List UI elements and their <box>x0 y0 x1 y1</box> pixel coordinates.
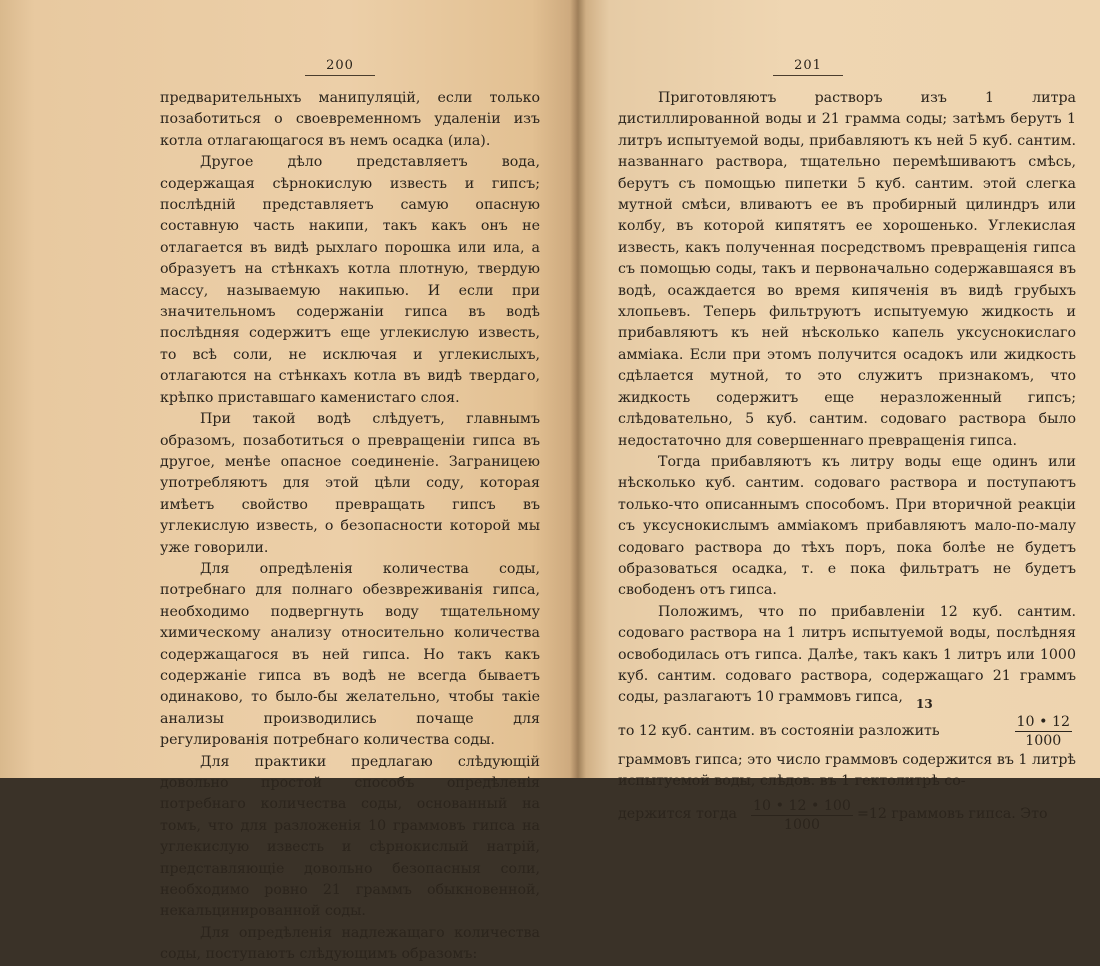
formula2-numerator: 10 • 12 • 100 <box>753 797 851 814</box>
paragraph: Для практики предлагаю слѣдующій довольно простой способъ опредѣленія потребнаго количества соды, основанный на томъ, что для разложенія 10 граммовъ гипса на углекислую известь и сѣрнокислый натрій, представляющіе довольно безопасныя соли, необходимо ровно 21 граммъ обыкновенной, некальцинированной соды. <box>160 753 540 920</box>
right-page-body <box>618 88 1076 834</box>
right-page-number-text: 201 <box>794 58 822 73</box>
paragraph: предварительныхъ манипуляцій, если только позаботиться о своевременномъ удаленіи изъ котла отлагающагося въ немъ осадка (ила). <box>160 90 540 149</box>
paragraph: Другое дѣло представляетъ вода, содержащая сѣрнокислую известь и гипсъ; послѣдній представляетъ самую опасную составную часть накипи, такъ какъ онъ не отлагается въ видѣ рыхлаго порошка или ила, а образуетъ на стѣнкахъ котла плотную, твердую массу, называемую накипью. И если при значительномъ содержаніи гипса въ водѣ послѣдняя содержитъ еще углекислую известь, то всѣ соли, не исключая и углекислыхъ, отлагаются на стѣнкахъ котла въ видѣ твердаго, крѣпко приставшаго каменистаго слоя. <box>160 154 540 406</box>
right-page-number <box>773 58 843 76</box>
paragraph: Для опредѣленія количества соды, потребнаго для полнаго обезвреживанія гипса, необходимо подвергнуть воду тщательному химическому анализу относительно количества содержащагося въ ней гипса. Но такъ какъ содержаніе гипса въ водѣ не всегда бываетъ одинаково, то было-бы желательно, чтобы такіе анализы производились почаще для регулированія потребнаго количества соды. <box>160 560 540 749</box>
formula2-prefix: держится тогда <box>618 806 737 823</box>
left-page-number-text: 200 <box>326 58 354 73</box>
right-paragraphs <box>618 88 1076 709</box>
paragraph: Положимъ, что по прибавленіи 12 куб. сантим. содоваго раствора на 1 литръ испытуемой воды, послѣдняя освободилась отъ гипса. Далѣе, такъ какъ 1 литръ или 1000 куб. сантим. содоваго раствора, содержащаго 21 граммъ соды, разлагаютъ 10 граммовъ гипса, <box>618 603 1076 706</box>
formula1-numerator: 10 • 12 <box>1016 713 1070 730</box>
formula2-denominator: 1000 <box>783 816 821 833</box>
printer-signature: 13 <box>916 697 933 711</box>
left-page-number <box>305 58 375 76</box>
paragraph: Приготовляютъ растворъ изъ 1 литра дистиллированной воды и 21 грамма соды; затѣмъ берутъ 1 литръ испытуемой воды, прибавляютъ къ ней 5 куб. сантим. названнаго раствора, тщательно перемѣшиваютъ смѣсь, берутъ съ помощью пипетки 5 куб. сантим. этой слегка мутной смѣси, вливаютъ ее въ пробирный цилиндръ или колбу, въ которой кипятятъ ее хорошенько. Углекислая известь, какъ полученная посредствомъ превращенія гипса съ помощью соды, такъ и первоначально содержавшаяся въ водѣ, осаждается во время кипяченія въ видѣ грубыхъ хлопьевъ. Теперь фильтруютъ испытуемую жидкость и прибавляютъ къ ней нѣсколько капель уксуснокислаго аммiака. Если при этомъ получится осадокъ или жидкость сдѣлается мутной, то это служитъ признакомъ, что жидкость содержитъ еще неразложенный гипсъ; слѣдовательно, 5 куб. сантим. содоваго раствора было недостаточно для совершеннаго превращенія гипса. <box>618 90 1076 449</box>
formula-line-1 <box>618 713 1076 750</box>
formula2-fraction <box>751 797 853 834</box>
right-page <box>578 0 1100 833</box>
paragraph: Для опредѣленія надлежащаго количества соды, поступаютъ слѣдующимъ образомъ: <box>160 924 540 963</box>
formula-line-2 <box>618 797 1076 834</box>
left-page-body <box>160 88 540 966</box>
continuation-paragraph: граммовъ гипса; это число граммовъ содержится въ 1 литрѣ испытуемой воды, слѣдов. въ 1 гектолитрѣ со- <box>618 751 1076 790</box>
paragraph: Тогда прибавляютъ къ литру воды еще одинъ или нѣсколько куб. сантим. содоваго раствора и поступаютъ только-что описаннымъ способомъ. При вторичной реакціи съ уксуснокислымъ аммiакомъ прибавляютъ мало-по-малу содоваго раствора до тѣхъ поръ, пока болѣе не будетъ образоваться осадка, т. е пока фильтратъ не будетъ свободенъ отъ гипса. <box>618 453 1076 599</box>
formula1-fraction <box>1015 713 1073 750</box>
page-number-rule <box>305 75 375 76</box>
formula2-suffix: =12 граммовъ гипса. Это <box>856 806 1048 823</box>
page-number-rule <box>773 75 843 76</box>
formula1-denominator: 1000 <box>1025 732 1062 749</box>
formula1-prefix: то 12 куб. сантим. въ состояніи разложить <box>618 722 940 739</box>
paragraph: При такой водѣ слѣдуетъ, главнымъ образомъ, позаботиться о превращеніи гипса въ другое, менѣе опасное соединеніе. Заграницею употребляютъ для этой цѣли соду, которая имѣетъ свойство превращать гипсъ въ углекислую известь, о безопасности которой мы уже говорили. <box>160 411 540 556</box>
book-gutter <box>570 0 586 778</box>
